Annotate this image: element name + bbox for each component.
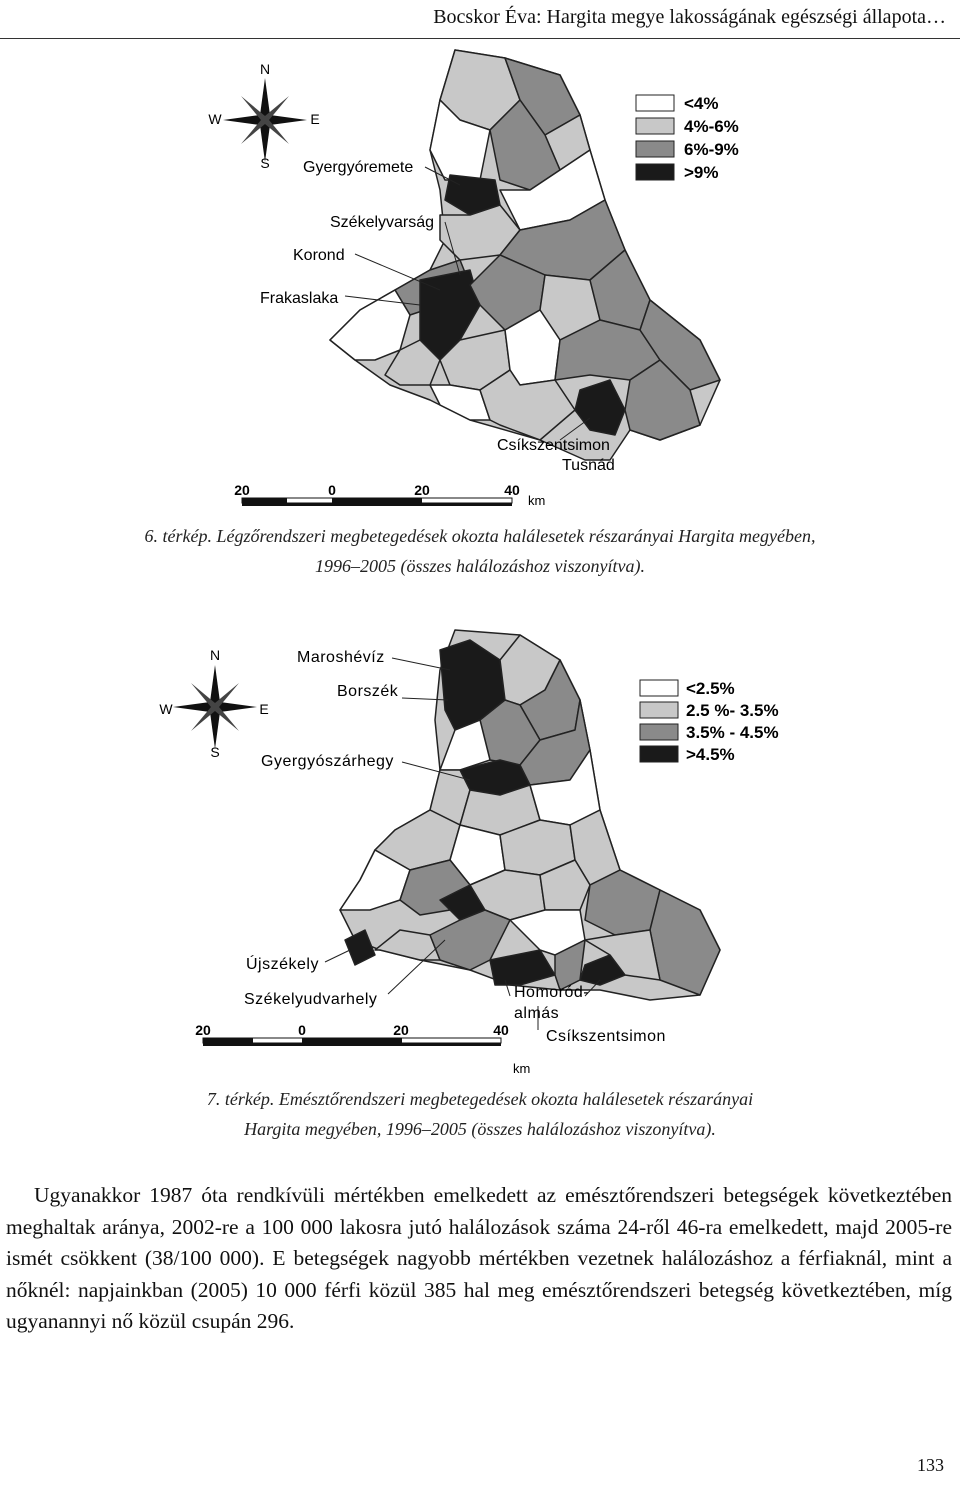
scale-bar — [195, 1022, 530, 1076]
map2-caption-line1: 7. térkép. Emésztőrendszeri megbetegedések okozta halálesetek részarányai — [206, 1089, 754, 1109]
legend-label-4: >9% — [684, 163, 719, 182]
map1-caption-line2: 1996–2005 (összes halálozáshoz viszonyítva). — [315, 556, 645, 576]
legend-swatch-2 — [640, 702, 678, 718]
label-maroshevis: Maroshévíz — [297, 649, 385, 666]
map-digestive — [0, 610, 960, 1080]
label-szekelyvarsag: Székelyvarság — [330, 214, 435, 231]
legend-swatch-4 — [640, 746, 678, 762]
map2-caption-line2: Hargita megyében, 1996–2005 (összes halálozáshoz viszonyítva). — [244, 1119, 716, 1139]
legend-swatch-2 — [636, 118, 674, 134]
scale-tick-4: 40 — [504, 482, 520, 498]
scale-tick-4: 40 — [493, 1022, 509, 1038]
compass-n: N — [259, 61, 271, 77]
label-homorod-2: almás — [514, 1005, 560, 1022]
legend — [640, 679, 779, 764]
compass-e: E — [259, 701, 269, 717]
label-gyergyoremete: Gyergyóremete — [303, 159, 414, 176]
legend-swatch-3 — [636, 141, 674, 157]
compass-rose-icon — [173, 665, 257, 749]
scale-bar — [234, 482, 545, 508]
label-ujszekely: Újszékely — [246, 956, 319, 973]
legend-label-4: >4.5% — [686, 745, 735, 764]
body-text — [6, 1180, 952, 1338]
legend-swatch-3 — [640, 724, 678, 740]
label-korond: Korond — [293, 247, 345, 264]
compass-n: N — [209, 647, 221, 663]
compass-e: E — [310, 111, 320, 127]
map1-caption-line1: 6. térkép. Légzőrendszeri megbetegedések okozta halálesetek részarányai Hargita megyében, — [144, 526, 816, 546]
scale-tick-3: 20 — [414, 482, 430, 498]
compass-s: S — [210, 744, 220, 760]
label-borszek: Borszék — [337, 683, 399, 700]
scale-unit: km — [528, 493, 546, 508]
legend-label-2: 4%-6% — [684, 117, 739, 136]
label-csikszentsimon: Csíkszentsimon — [546, 1028, 666, 1045]
map-respiratory — [0, 40, 960, 520]
label-tusnad: Tusnád — [562, 457, 615, 474]
legend-swatch-4 — [636, 164, 674, 180]
label-gyergyoszarhegy: Gyergyószárhegy — [261, 753, 394, 770]
scale-tick-2: 0 — [328, 482, 336, 498]
legend-label-3: 3.5% - 4.5% — [686, 723, 779, 742]
legend-label-1: <2.5% — [686, 679, 735, 698]
scale-tick-1: 20 — [234, 482, 250, 498]
scale-tick-2: 0 — [298, 1022, 306, 1038]
header-rule — [0, 38, 960, 39]
compass-w: W — [208, 111, 222, 127]
map1-caption — [0, 521, 960, 581]
legend-label-1: <4% — [684, 94, 719, 113]
map2-caption — [0, 1084, 960, 1144]
scale-unit: km — [513, 1061, 531, 1076]
body-paragraph: Ugyanakkor 1987 óta rendkívüli mértékben emelkedett az emésztőrendszeri betegségek következtében meghaltak aránya, 2002-re a 100 000 lakosra jutó halálozások száma 24-ről 46-ra emelkedett, majd 2005-re ismét csökkent (38/100 000). E betegségek nagyobb mértékben vezetnek halálozáshoz a férfiaknál, mint a nőknél: napjainkban (2005) 10 000 férfi közül 385 hal meg emésztőrendszeri betegség következtében, míg ugyanannyi nő közül csupán 296. — [6, 1183, 952, 1333]
compass-w: W — [159, 701, 173, 717]
running-title: Bocskor Éva: Hargita megye lakosságának egészségi állapota… — [433, 6, 946, 28]
legend-label-3: 6%-9% — [684, 140, 739, 159]
scale-tick-1: 20 — [195, 1022, 211, 1038]
label-homorod-1: Homoród- — [514, 984, 590, 1001]
compass-rose-icon — [223, 78, 307, 162]
legend-swatch-1 — [636, 95, 674, 111]
page-number: 133 — [917, 1455, 944, 1475]
legend-swatch-1 — [640, 680, 678, 696]
legend-label-2: 2.5 %- 3.5% — [686, 701, 779, 720]
legend — [636, 94, 739, 182]
scale-tick-3: 20 — [393, 1022, 409, 1038]
label-frakaslaka: Frakaslaka — [260, 290, 339, 307]
label-csikszentsimon: Csíkszentsimon — [497, 437, 610, 454]
compass-s: S — [260, 155, 270, 171]
label-szekelyudvarhely: Székelyudvarhely — [244, 991, 378, 1008]
